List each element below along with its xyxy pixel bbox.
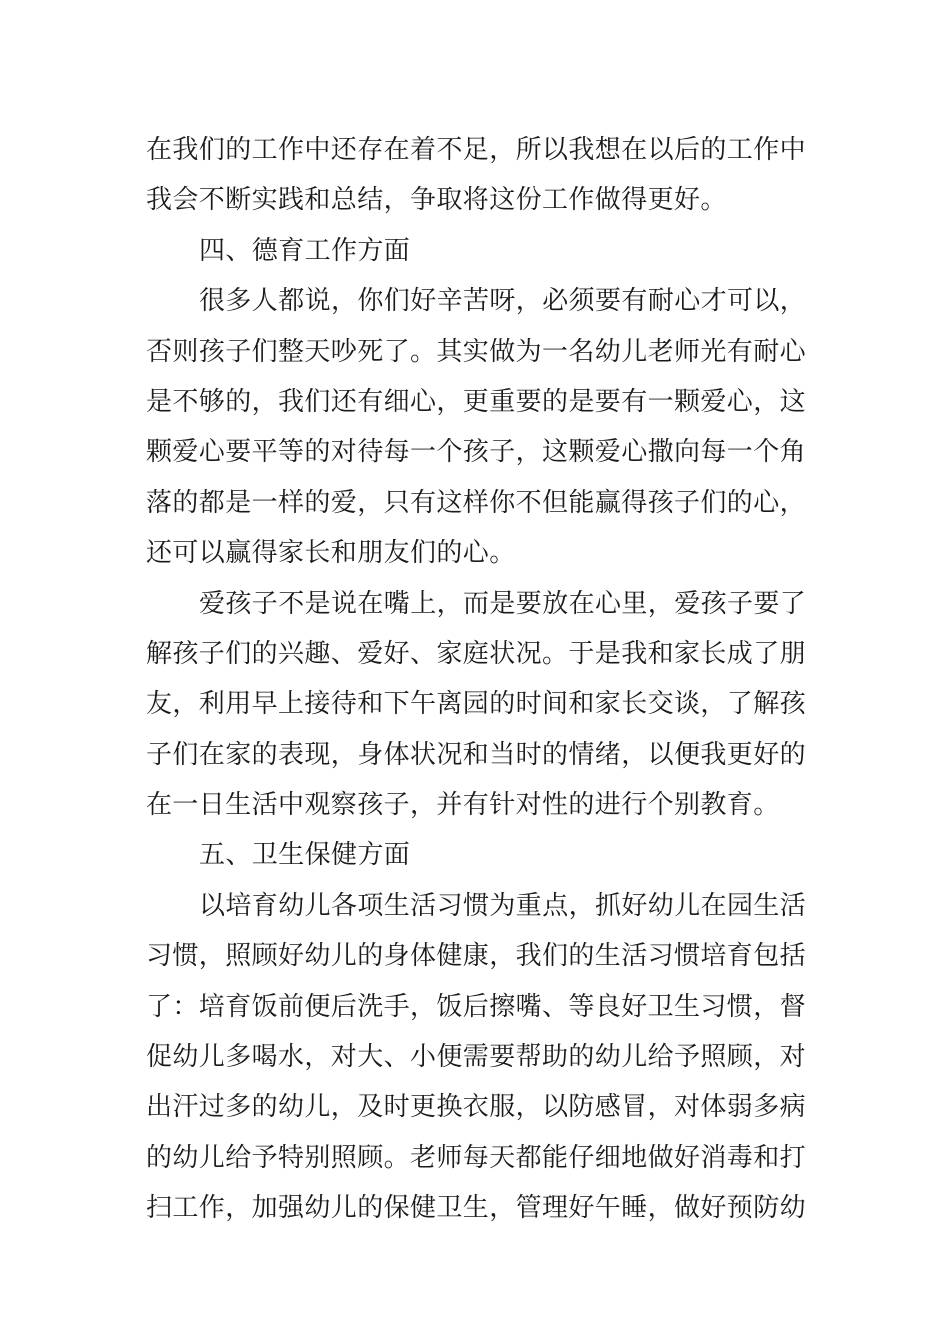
text-line-20: 出汗过多的幼儿，及时更换衣服，以防感冒，对体弱多病 <box>146 1092 807 1123</box>
text-line-9: 还可以赢得家长和朋友们的心。 <box>146 538 516 569</box>
text-line-18: 了：培育饭前便后洗手，饭后擦嘴、等良好卫生习惯，督 <box>146 991 807 1022</box>
text-line-10: 爱孩子不是说在嘴上，而是要放在心里，爱孩子要了 <box>199 588 807 619</box>
document-body <box>146 125 816 1234</box>
text-line-7: 颗爱心要平等的对待每一个孩子，这颗爱心撒向每一个角 <box>146 437 807 468</box>
text-line-13: 子们在家的表现，身体状况和当时的情绪，以便我更好的 <box>146 739 807 770</box>
text-line-21: 的幼儿给予特别照顾。老师每天都能仔细地做好消毒和打 <box>146 1142 807 1173</box>
text-line-5: 否则孩子们整天吵死了。其实做为一名幼儿老师光有耐心 <box>146 336 807 367</box>
section-heading-moral-education: 四、德育工作方面 <box>199 235 411 266</box>
text-line-1: 在我们的工作中还存在着不足，所以我想在以后的工作中 <box>146 135 807 165</box>
text-line-19: 促幼儿多喝水，对大、小便需要帮助的幼儿给予照顾，对 <box>146 1042 807 1073</box>
section-heading-health-care: 五、卫生保健方面 <box>199 840 411 871</box>
text-line-16: 以培育幼儿各项生活习惯为重点，抓好幼儿在园生活 <box>199 890 807 921</box>
text-line-22: 扫工作，加强幼儿的保健卫生，管理好午睡，做好预防幼 <box>146 1193 807 1224</box>
text-line-8: 落的都是一样的爱，只有这样你不但能赢得孩子们的心， <box>146 487 807 518</box>
text-line-12: 友，利用早上接待和下午离园的时间和家长交谈，了解孩 <box>146 689 807 720</box>
text-line-6: 是不够的，我们还有细心，更重要的是要有一颗爱心，这 <box>146 386 807 417</box>
text-line-4: 很多人都说，你们好辛苦呀，必须要有耐心才可以， <box>199 286 807 317</box>
text-line-17: 习惯，照顾好幼儿的身体健康，我们的生活习惯培育包括 <box>146 941 807 972</box>
text-line-11: 解孩子们的兴趣、爱好、家庭状况。于是我和家长成了朋 <box>146 638 807 669</box>
text-line-14: 在一日生活中观察孩子，并有针对性的进行个别教育。 <box>146 790 780 821</box>
text-line-2: 我会不断实践和总结，争取将这份工作做得更好。 <box>146 185 727 216</box>
